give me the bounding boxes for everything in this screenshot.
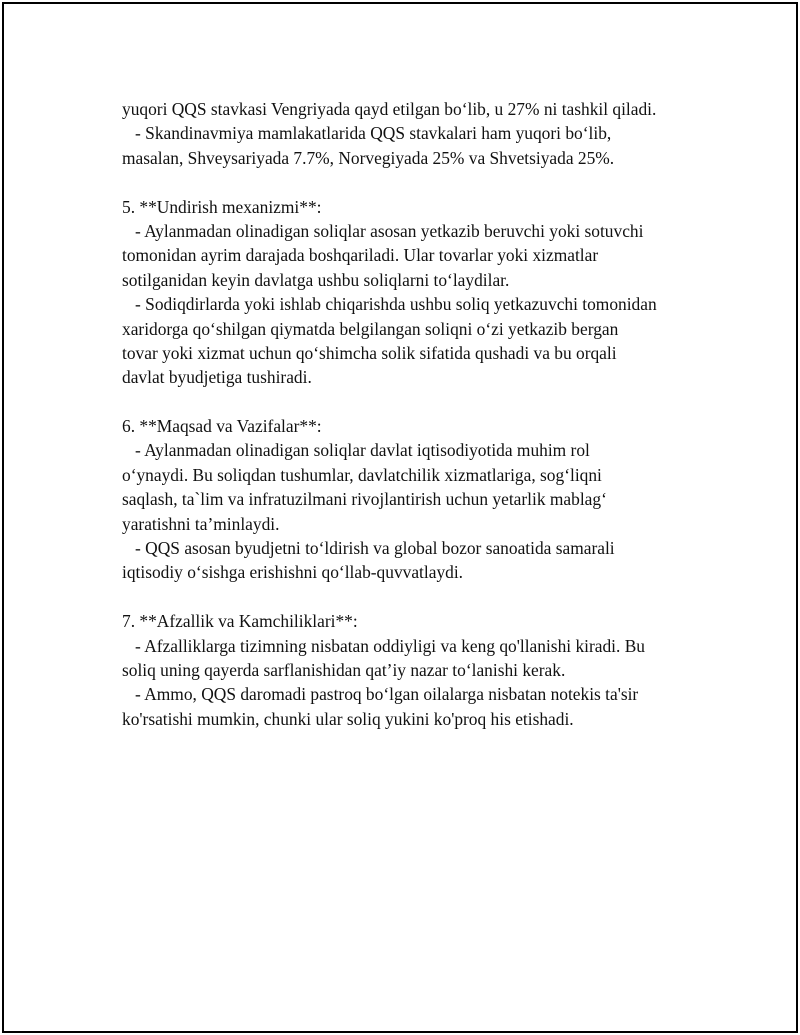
text-line: - Ammo, QQS daromadi pastroq bo‘lgan oilalarga nisbatan notekis ta'sir [122, 684, 639, 705]
text-line: sotilganidan keyin davlatga ushbu soliqlarni to‘laydilar. [122, 269, 510, 290]
paragraph-gap [122, 390, 712, 414]
text-line: - Aylanmadan olinadigan soliqlar asosan yetkazib beruvchi yoki sotuvchi [122, 220, 644, 241]
text-line: tovar yoki xizmat uchun qo‘shimcha solik sifatida qushadi va bu orqali [122, 342, 617, 363]
text-line: o‘ynaydi. Bu soliqdan tushumlar, davlatchilik xizmatlariga, sog‘liqni [122, 464, 602, 485]
text-line: soliq uning qayerda sarflanishidan qat’iy nazar to‘lanishi kerak. [122, 659, 566, 680]
text-line: - Sodiqdirlarda yoki ishlab chiqarishda ushbu soliq yetkazuvchi tomonidan [122, 294, 657, 315]
text-line: masalan, Shveysariyada 7.7%, Norvegiyada 25% va Shvetsiyada 25%. [122, 147, 615, 168]
text-line: - Afzalliklarga tizimning nisbatan oddiyligi va keng qo'llanishi kiradi. Bu [122, 635, 645, 656]
section-heading: 6. **Maqsad va Vazifalar**: [122, 416, 322, 437]
section-6-goals-and-tasks [122, 414, 712, 585]
document-body [122, 97, 712, 731]
paragraph-vat-rates [122, 97, 712, 170]
text-line: ko'rsatishi mumkin, chunki ular soliq yukini ko'proq his etishadi. [122, 708, 574, 729]
text-line: - QQS asosan byudjetni to‘ldirish va global bozor sanoatida samarali [122, 538, 615, 559]
paragraph-gap [122, 170, 712, 194]
text-line: saqlash, ta`lim va infratuzilmani rivojlantirish uchun yetarlik mablag‘ [122, 489, 607, 510]
section-heading: 5. **Undirish mexanizmi**: [122, 196, 322, 217]
paragraph-gap [122, 585, 712, 609]
page-frame [2, 2, 798, 1033]
section-5-collection-mechanism [122, 195, 712, 390]
text-line: xaridorga qo‘shilgan qiymatda belgilangan soliqni o‘zi yetkazib bergan [122, 318, 619, 339]
text-line: yaratishni ta’minlaydi. [122, 513, 280, 534]
text-line: tomonidan ayrim darajada boshqariladi. Ular tovarlar yoki xizmatlar [122, 245, 599, 266]
section-heading: 7. **Afzallik va Kamchiliklari**: [122, 611, 358, 632]
text-line: iqtisodiy o‘sishga erishishni qo‘llab-quvvatlaydi. [122, 562, 464, 583]
text-line: yuqori QQS stavkasi Vengriyada qayd etilgan bo‘lib, u 27% ni tashkil qiladi. [122, 99, 657, 119]
section-7-advantages-and-disadvantages [122, 609, 712, 731]
text-line: davlat byudjetiga tushiradi. [122, 367, 312, 388]
text-line: - Skandinavmiya mamlakatlarida QQS stavkalari ham yuqori bo‘lib, [122, 123, 612, 144]
text-line: - Aylanmadan olinadigan soliqlar davlat iqtisodiyotida muhim rol [122, 440, 590, 461]
